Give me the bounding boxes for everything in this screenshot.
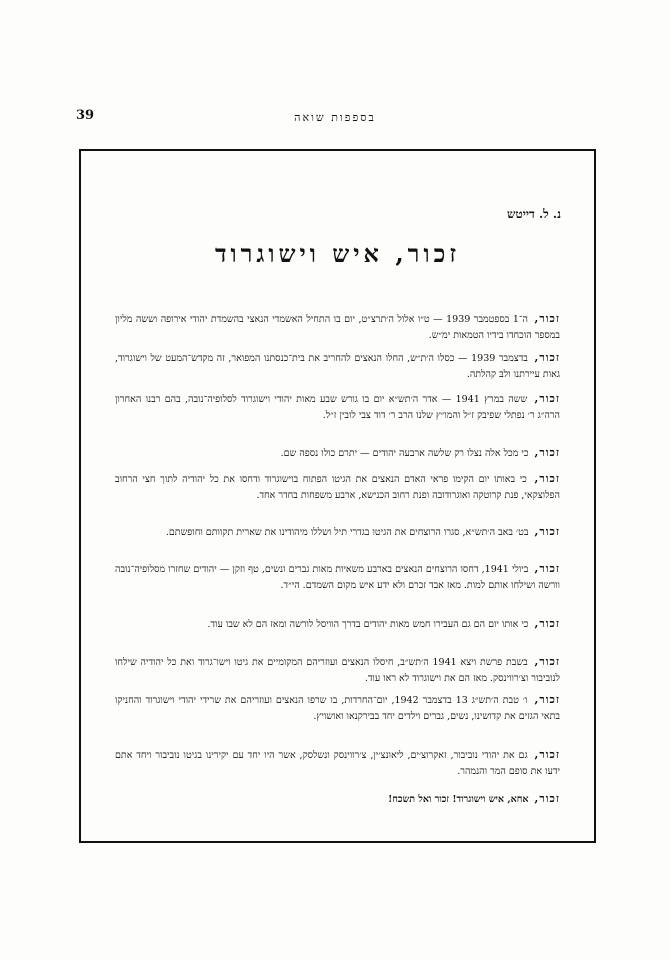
paragraph-text: ששה במרץ 1941 — אדר ה׳תש״א יום בו גורש שבע מאות יהודי וישוגרוד לסלופיה־נובה, בהם רבנו האחרון הרה״ג ר׳ נפתלי שפיבק ז״ל והמו״ץ שלנו הרב ר׳ דוד צבי לובין ז״ל. xyxy=(115,394,560,421)
paragraph-lead: זכור, xyxy=(534,392,560,405)
paragraph-text: כי באותו יום הקימו פראי האדם הנאצים את הגיטו הפתוח בוישוגרוד ודחסו את כל יהודיה לתוך חצי הרחוב הפלוצקאי, פנת קרוטקה ואוגרודובה ופנת רחוב הכנישא, ארבע משפחות בחדר אחד. xyxy=(115,474,560,501)
paragraph-lead: זכור, xyxy=(534,748,560,761)
paragraph xyxy=(115,445,560,462)
paragraph-text: בט׳ באב ה׳תש״א, סגרו הרוצחים את הגיטו בגדרי תיל ושללו מיהודינו את שארית תקוותם וחופשתם. xyxy=(165,527,529,538)
paragraph-text: גם את יהודי נוביבור, זאקרוצ׳ים, ליאונצ׳ין, צ׳רווינסק ונשלסק, אשר היו יחד עם יקירינו בגיטו נוביבור ויחד אתם ידעו את סופם המר והנמהר. xyxy=(115,750,560,777)
page-number: 39 xyxy=(76,108,95,123)
paragraph xyxy=(115,391,560,424)
paragraph xyxy=(115,311,560,344)
paragraph xyxy=(115,561,560,594)
paragraph-text: בשבת פרשת ויצא 1941 ה׳תש״ב, חיסלו הנאצים ועוזריהם המקומיים את גיטו וישו־גרוד ואת כל יהודיה שילחו לנוביבור וצ׳רווינסק. מאז הם את וישוגרוד לא ראו עוד. xyxy=(115,657,560,684)
paragraph xyxy=(115,654,560,687)
paragraph-lead: זכור, xyxy=(534,562,560,575)
paragraph-lead: זכור, xyxy=(534,446,560,459)
paragraph-lead: זכור, xyxy=(534,312,560,325)
memorial-frame xyxy=(79,149,596,843)
paragraph-text: בדצמבר 1939 — כסלו ה׳ת״ש, החלו הנאצים להחריב את בית־כנסתנו המפואר, זה מקדש־המעט של וישוגרוד, גאות עיירתנו ולבּ קהלתה. xyxy=(115,353,560,380)
paragraph-lead: זכור, xyxy=(534,693,560,706)
author-name: נ. ל. דייטש xyxy=(506,207,561,221)
paragraph-lead: זכור, xyxy=(534,655,560,668)
paragraph-text: ו׳ טבת ה׳תש״ג 13 בדצמבר 1942, יום־החרדות, בו שרפו הנאצים ועוזריהם את שרידי יהודי וישוגרוד והחניקו בתאי הגזים את קדושינו, נשים, גברים וילדים יחד בבירקנאו ואושויץ. xyxy=(115,695,560,722)
paragraph xyxy=(115,471,560,504)
paragraph-text: אחא, איש וישוגרוד! זכור ואל תשכח! xyxy=(388,794,529,805)
paragraph-text: כי אותו יום הם גם העבירו חמש מאות יהודים בדרך הוויסל לורשה ומאז הם לא שבו עוד. xyxy=(207,619,529,630)
paragraph xyxy=(115,791,560,808)
article-title: זכור, איש וישוגרוד xyxy=(214,239,461,268)
paragraph-lead: זכור, xyxy=(534,792,560,805)
paragraph-text: ביולי 1941, דחסו הרוצחים הנאצים בארבע משאיות מאות גברים ונשים, טף וזקן — יהודים שחזרו מסלופיה־נובה וורשה ושילחו אותם למות. מאז אבד זכרם ולא ידע איש מקום השמדם. הי״ד. xyxy=(115,564,560,591)
paragraph-lead: זכור, xyxy=(534,617,560,630)
paragraph-lead: זכור, xyxy=(534,351,560,364)
paragraph xyxy=(115,747,560,780)
paragraph-text: ה־1 בספטמבר 1939 — ט״ו אלול ה׳תרצ״ט, יום בו התחיל האשמדי הנאצי בהשמדת יהודי אירופה וששה מליון במספר הוכחדו בידיו הטמאות ימ״ש. xyxy=(115,314,560,341)
paragraph-lead: זכור, xyxy=(534,525,560,538)
paragraph xyxy=(115,524,560,541)
paragraph xyxy=(115,692,560,725)
paragraph-lead: זכור, xyxy=(534,472,560,485)
running-head: בספפות שואה xyxy=(294,111,376,124)
paragraph xyxy=(115,616,560,633)
paragraph-text: כי מכל אלה נצלו רק שלשה ארבעה יהודים — יתרם כולו נספה שם. xyxy=(280,448,529,459)
paragraph xyxy=(115,350,560,383)
